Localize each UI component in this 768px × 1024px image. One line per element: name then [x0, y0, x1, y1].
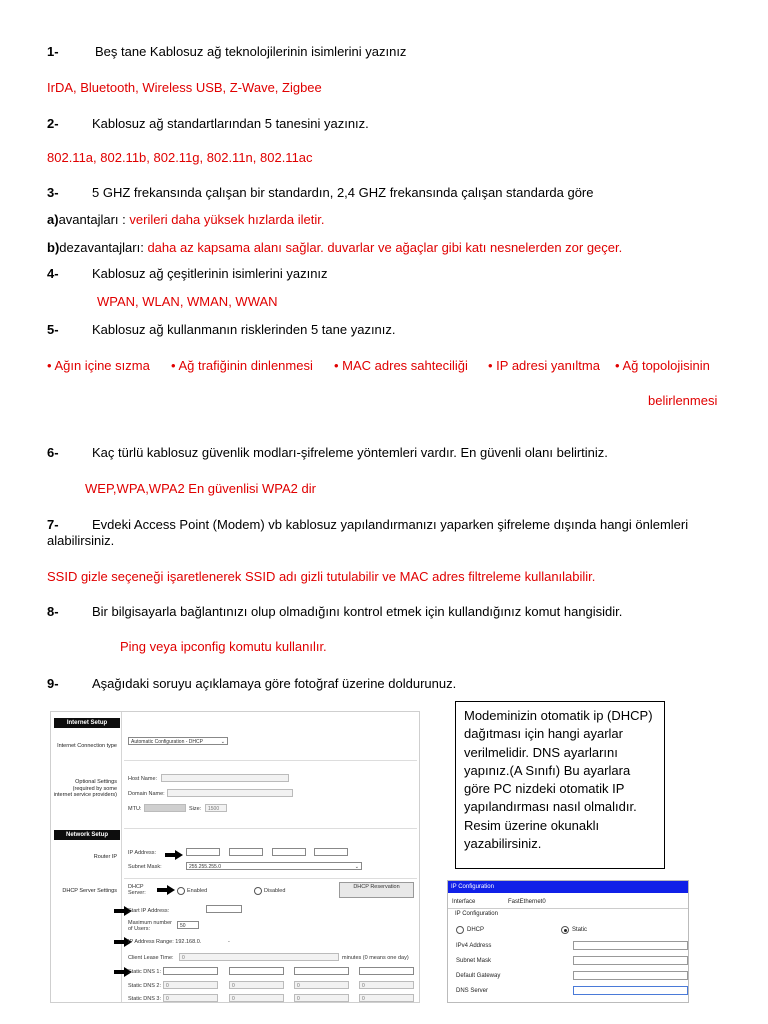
ipv4-address-input[interactable]: [573, 941, 688, 950]
dhcp-disabled-radio[interactable]: [254, 887, 262, 895]
interface-value: FastEthernet0: [508, 899, 546, 905]
label-a-text: avantajları :: [58, 212, 130, 227]
dns1-octet-3[interactable]: [294, 967, 349, 975]
label-a: a): [47, 212, 59, 227]
dhcp-reservation-button[interactable]: [339, 882, 414, 898]
risk-item: • MAC adres sahteciliği: [334, 358, 468, 373]
router-divider: [121, 712, 122, 1002]
question-number: 2-: [47, 116, 59, 131]
router-setup-screenshot: [50, 711, 420, 1003]
ip-octet-4[interactable]: [314, 848, 348, 856]
ip-octet-3[interactable]: [272, 848, 306, 856]
default-gateway-input[interactable]: [573, 971, 688, 980]
label-b-text: dezavantajları:: [59, 240, 148, 255]
dns3-octet-2-value: 0: [232, 996, 235, 1002]
dhcp-enabled-label: Enabled: [187, 888, 208, 894]
question-9-description: Modeminizin otomatik ip (DHCP) dağıtması için hangi ayarlar verilmelidir. DNS ayarlarını yapınız.(A Sınıfı) Bu ayarlara göre PC nizdeki otomatik IP yapılandırması nasıl olmalıdır. Resim üzerine okunaklı yazabilirsiniz.: [455, 701, 665, 869]
dns1-octet-1[interactable]: [163, 967, 218, 975]
ip-range-dash: -: [228, 939, 230, 945]
lease-time-label: Client Lease Time:: [128, 955, 174, 961]
dns3-octet-3-value: 0: [297, 996, 300, 1002]
answer-3b: [47, 240, 622, 256]
question-text: Kablosuz ağ kullanmanın risklerinden 5 tane yazınız.: [92, 322, 396, 337]
default-gateway-label: Default Gateway: [456, 973, 501, 979]
dhcp-radio[interactable]: [456, 926, 464, 934]
network-setup-header: Network Setup: [54, 830, 120, 840]
question-text: Kablosuz ağ çeşitlerinin isimlerini yazınız: [92, 266, 328, 281]
dns2-octet-2[interactable]: [229, 981, 284, 989]
answer-3a: [47, 212, 324, 228]
answer-3b-text: daha az kapsama alanı sağlar. duvarlar ve ağaçlar gibi katı nesnelerden zor geçer.: [147, 240, 623, 255]
dhcp-radio-label: DHCP: [467, 927, 485, 933]
domain-name-label: Domain Name:: [128, 791, 165, 797]
max-users-label: Maximum number of Users:: [128, 920, 173, 932]
arrow-right-icon: [164, 849, 184, 861]
ip-config-section-label: IP Configuration: [455, 911, 498, 917]
question-text: 5 GHZ frekansında çalışan bir standardın, 2,4 GHZ frekansında çalışan standarda göre: [92, 185, 594, 200]
dns3-octet-2[interactable]: [229, 994, 284, 1002]
question-text: Kablosuz ağ standartlarından 5 tanesini yazınız.: [92, 116, 369, 131]
mtu-select[interactable]: [144, 804, 186, 812]
subnet-mask-label: Subnet Mask: [456, 958, 492, 964]
interface-label: Interface: [452, 899, 476, 905]
size-value: 1500: [208, 806, 220, 812]
question-text: Beş tane Kablosuz ağ teknolojilerinin isimlerini yazınız: [95, 44, 407, 59]
size-label: Size:: [189, 806, 202, 812]
question-text: [47, 517, 727, 549]
dhcp-server-label: DHCP Server:: [128, 884, 146, 896]
start-ip-label: Start IP Address:: [128, 908, 170, 914]
arrow-right-icon: [156, 884, 176, 896]
question-number: 8-: [47, 604, 59, 619]
answer-1: IrDA, Bluetooth, Wireless USB, Z-Wave, Zigbee: [47, 80, 322, 95]
max-users-input[interactable]: [177, 921, 199, 929]
subnet-mask-label: Subnet Mask:: [128, 864, 162, 870]
question-number: 6-: [47, 445, 59, 460]
label-b: b): [47, 240, 60, 255]
question-number: 9-: [47, 676, 59, 691]
answer-7: SSID gizle seçeneği işaretlenerek SSID adı gizli tutulabilir ve MAC adres filtreleme kullanılabilir.: [47, 569, 596, 584]
question-number: 1-: [47, 44, 59, 59]
ip-address-label: IP Address:: [128, 850, 157, 856]
host-name-label: Host Name:: [128, 776, 158, 782]
size-input[interactable]: [205, 804, 227, 812]
connection-type-select[interactable]: [128, 737, 228, 745]
lease-time-value: 0: [182, 955, 185, 961]
connection-type-label: Internet Connection type: [57, 743, 117, 749]
risk-item-continued: belirlenmesi: [648, 393, 718, 408]
dns2-octet-1-value: 0: [166, 983, 169, 989]
question-7: [0, 517, 768, 551]
dns2-octet-3[interactable]: [294, 981, 349, 989]
ip-octet-1[interactable]: [186, 848, 220, 856]
subnet-mask-select[interactable]: [186, 862, 362, 870]
subnet-mask-input[interactable]: [573, 956, 688, 965]
answer-2: 802.11a, 802.11b, 802.11g, 802.11n, 802.11ac: [47, 150, 313, 165]
question-number: 7-: [47, 517, 59, 532]
answer-6: WEP,WPA,WPA2 En güvenlisi WPA2 dir: [85, 481, 316, 496]
dns2-label: Static DNS 2:: [128, 983, 162, 989]
question-text-content: Evdeki Access Point (Modem) vb kablosuz yapılandırmanızı yaparken şifreleme dışında hangi önlemleri alabilirsiniz.: [47, 517, 689, 548]
host-name-input[interactable]: [161, 774, 289, 782]
domain-name-input[interactable]: [167, 789, 293, 797]
dns1-octet-2[interactable]: [229, 967, 284, 975]
question-text: Bir bilgisayarla bağlantınızı olup olmadığını kontrol etmek için kullandığınız komut hangisidir.: [92, 604, 623, 619]
dhcp-disabled-label: Disabled: [264, 888, 286, 894]
dns3-octet-1[interactable]: [163, 994, 218, 1002]
dns3-label: Static DNS 3:: [128, 996, 162, 1002]
dns3-octet-4-value: 0: [362, 996, 365, 1002]
separator: [124, 878, 417, 879]
dns3-octet-3[interactable]: [294, 994, 349, 1002]
answer-8: Ping veya ipconfig komutu kullanılır.: [120, 639, 327, 654]
internet-setup-header: Internet Setup: [54, 718, 120, 728]
dns2-octet-2-value: 0: [232, 983, 235, 989]
subnet-mask-value: 255.255.255.0: [189, 864, 221, 870]
risk-item: • Ağ trafiğinin dinlenmesi: [171, 358, 313, 373]
ip-configuration-screenshot: [447, 880, 689, 1003]
dns1-label: Static DNS 1:: [128, 969, 162, 975]
static-radio-label: Static: [572, 927, 588, 933]
question-text: Aşağıdaki soruyu açıklamaya göre fotoğraf üzerine doldurunuz.: [92, 676, 457, 691]
lease-time-input[interactable]: [179, 953, 339, 961]
dhcp-enabled-radio[interactable]: [177, 887, 185, 895]
dns3-octet-4[interactable]: [359, 994, 414, 1002]
dns2-octet-4[interactable]: [359, 981, 414, 989]
connection-type-value: Automatic Configuration - DHCP: [131, 739, 203, 745]
question-number: 3-: [47, 185, 59, 200]
dns1-octet-4[interactable]: [359, 967, 414, 975]
mtu-label: MTU:: [128, 806, 142, 812]
start-ip-input[interactable]: [206, 905, 242, 913]
dhcp-reservation-label: DHCP Reservation: [353, 884, 400, 890]
chevron-down-icon: ⌄: [354, 864, 359, 870]
dns2-octet-4-value: 0: [362, 983, 365, 989]
dns2-octet-3-value: 0: [297, 983, 300, 989]
dns3-octet-1-value: 0: [166, 996, 169, 1002]
separator: [448, 908, 688, 909]
static-radio[interactable]: [561, 926, 569, 934]
lease-time-note: minutes (0 means one day): [342, 955, 409, 961]
max-users-value: 50: [180, 923, 186, 929]
dns2-octet-1[interactable]: [163, 981, 218, 989]
ipv4-address-label: IPv4 Address: [456, 943, 492, 949]
ip-octet-2[interactable]: [229, 848, 263, 856]
risk-item: • Ağın içine sızma: [47, 358, 150, 373]
router-ip-label: Router IP: [93, 854, 117, 860]
separator: [124, 760, 417, 761]
risk-item: • IP adresi yanıltma: [488, 358, 600, 373]
dhcp-settings-label: DHCP Server Settings: [62, 888, 117, 894]
risk-item: • Ağ topolojisinin: [615, 358, 710, 373]
question-number: 5-: [47, 322, 59, 337]
answer-3a-text: verileri daha yüksek hızlarda iletir.: [129, 212, 325, 227]
ip-config-title-bar: IP Configuration: [448, 881, 688, 893]
separator: [124, 828, 417, 829]
dns-server-label: DNS Server: [456, 988, 489, 994]
chevron-down-icon: ⌄: [220, 739, 225, 745]
answer-4: WPAN, WLAN, WMAN, WWAN: [97, 294, 278, 309]
ip-range-label: IP Address Range: 192.168.0.: [128, 939, 202, 945]
dns-server-input[interactable]: [573, 986, 688, 995]
question-number: 4-: [47, 266, 59, 281]
optional-settings-label: Optional Settings (required by some internet service providers): [53, 779, 117, 798]
question-text: Kaç türlü kablosuz güvenlik modları-şifreleme yöntemleri vardır. En güvenli olanı belirtiniz.: [92, 445, 608, 460]
